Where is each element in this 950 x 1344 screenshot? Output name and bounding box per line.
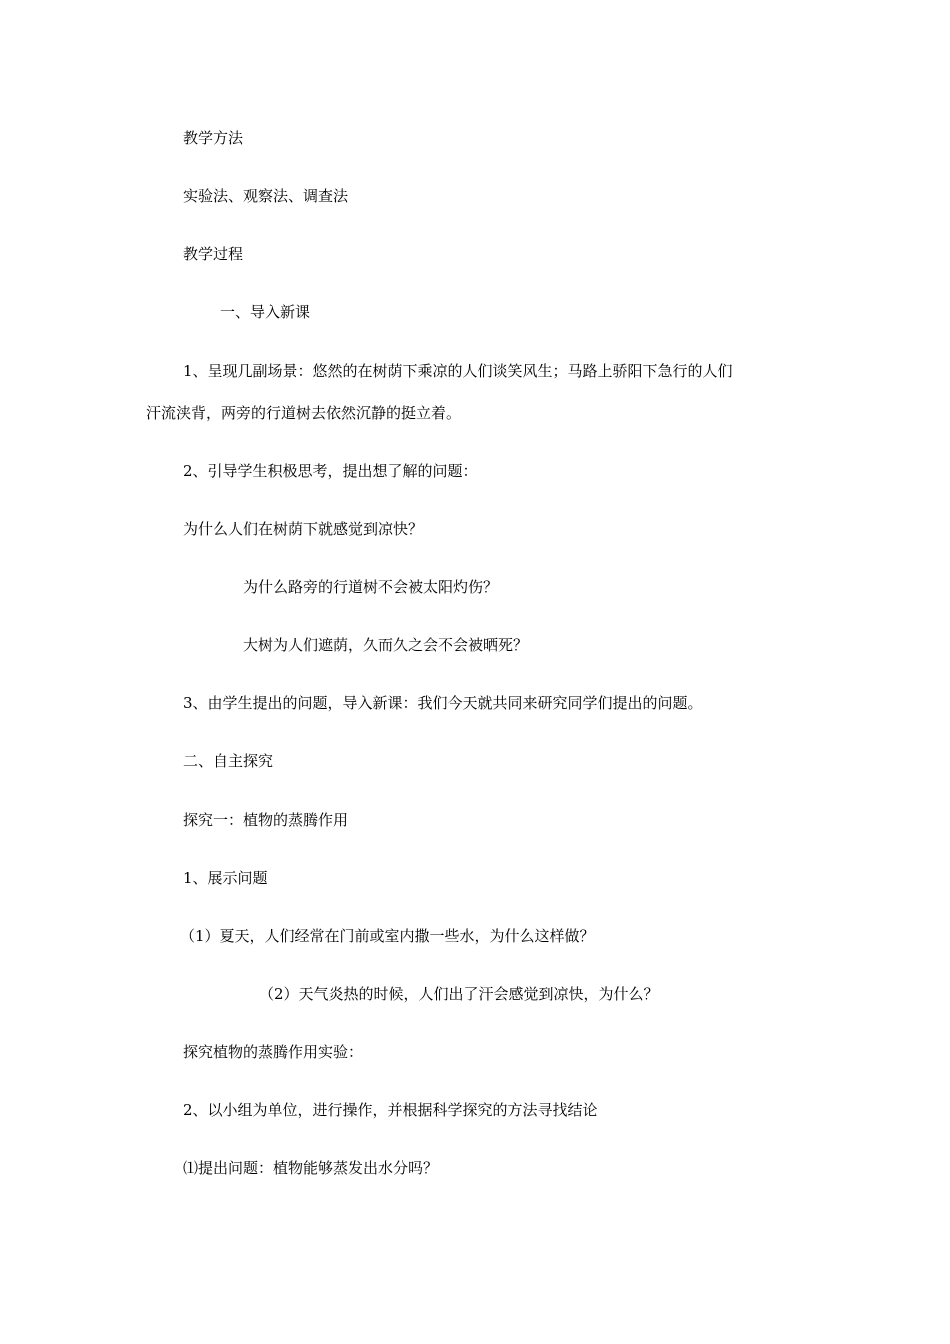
paragraph-guide-students: 2、引导学生积极思考，提出想了解的问题： (183, 462, 478, 480)
teaching-method-list: 实验法、观察法、调查法 (183, 187, 349, 205)
paragraph-intro-new-lesson: 3、由学生提出的问题，导入新课：我们今天就共同来研究同学们提出的问题。 (183, 694, 703, 712)
paragraph-experiment: 探究植物的蒸腾作用实验： (183, 1043, 364, 1061)
item-group-operation: 2、以小组为单位，进行操作，并根据科学探究的方法寻找结论 (183, 1101, 598, 1119)
heading-teaching-process: 教学过程 (183, 245, 244, 263)
question-tree-sun: 大树为人们遮荫，久而久之会不会被晒死？ (243, 636, 529, 654)
section-heading-inquiry: 二、自主探究 (183, 752, 274, 770)
heading-teaching-method: 教学方法 (183, 129, 244, 147)
question-street-trees: 为什么路旁的行道树不会被太阳灼伤？ (243, 578, 499, 596)
paragraph-scene-line-1: 1、呈现几副场景：悠然的在树荫下乘凉的人们谈笑风生；马路上骄阳下急行的人们 (183, 362, 733, 380)
question-shade-cool: 为什么人们在树荫下就感觉到凉快？ (183, 520, 424, 538)
item-raise-question: ⑴提出问题：植物能够蒸发出水分吗？ (183, 1159, 439, 1177)
question-summer-water: （1）夏天，人们经常在门前或室内撒一些水，为什么这样做？ (180, 927, 595, 945)
paragraph-scene-line-2: 汗流浃背，两旁的行道树去依然沉静的挺立着。 (146, 404, 462, 422)
question-sweat-cool: （2）天气炎热的时候，人们出了汗会感觉到凉快，为什么？ (259, 985, 659, 1003)
section-heading-intro: 一、导入新课 (220, 303, 311, 321)
subheading-inquiry-one: 探究一：植物的蒸腾作用 (183, 811, 349, 829)
item-show-questions: 1、展示问题 (183, 869, 268, 887)
